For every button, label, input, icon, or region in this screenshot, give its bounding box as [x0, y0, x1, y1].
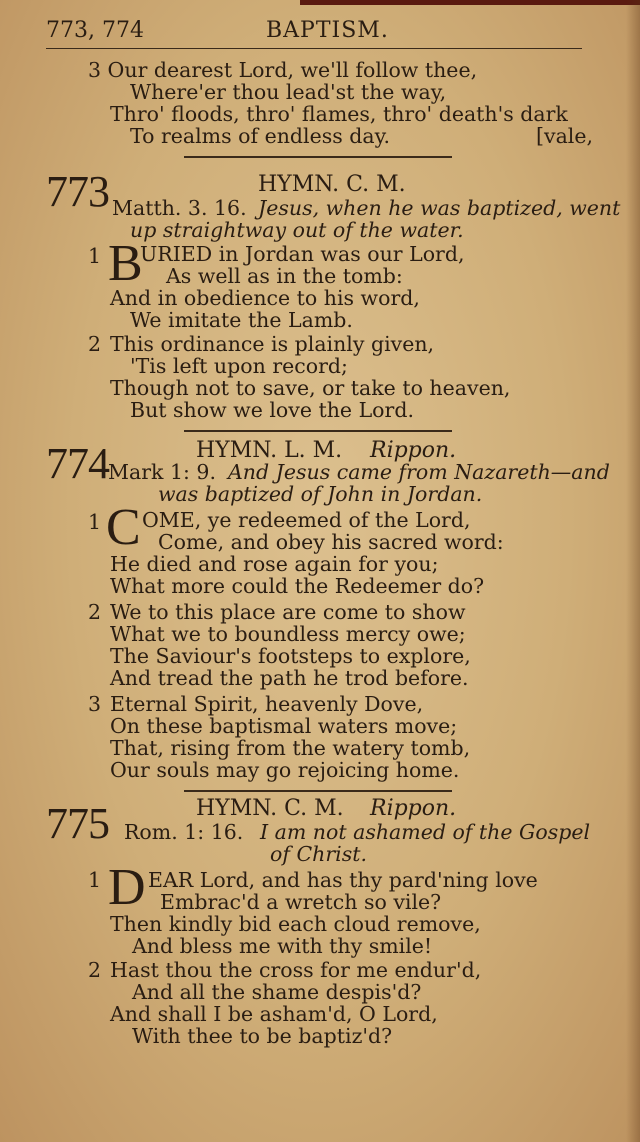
hymn775-verse2-number: 2: [88, 958, 102, 982]
hymn773-v2-line2: 'Tis left upon record;: [130, 354, 348, 378]
hymn775-v2-line2: And all the shame despis'd?: [132, 980, 422, 1004]
hymn774-v3-line4: Our souls may go rejoicing home.: [110, 758, 460, 782]
hymn-number-774: 774: [46, 439, 109, 488]
hymn774-v3-line2: On these baptismal waters move;: [110, 714, 458, 738]
hymn-number-775: 775: [46, 799, 109, 848]
hymn775-scripture-text2: of Christ.: [270, 842, 367, 866]
running-hymn-numbers: 773, 774: [46, 18, 144, 43]
hymn773-scripture-text1: Jesus, when he was baptized, went: [258, 196, 621, 220]
hymn775-v2-line3: And shall I be asham'd, O Lord,: [110, 1002, 438, 1026]
page-edge-shadow: [626, 0, 640, 1142]
hymn775-heading: HYMN. C. M.: [196, 796, 344, 821]
hymn775-v1-line3: Then kindly bid each cloud remove,: [110, 912, 481, 936]
page-top-edge: [300, 0, 640, 5]
hymn775-v2-line4: With thee to be baptiz'd?: [132, 1024, 393, 1048]
hymn774-v2-line3: The Saviour's footsteps to explore,: [110, 644, 471, 668]
prev-verse3-turnover: [vale,: [536, 124, 594, 148]
hymn773-verse2-number: 2: [88, 332, 102, 356]
hymn774-scripture-text1: And Jesus came from Nazareth—and: [228, 460, 610, 484]
hymn773-v1-line2: As well as in the tomb:: [166, 264, 403, 288]
hymn774-v2-line2: What we to boundless mercy owe;: [110, 622, 466, 646]
hymn-number-773: 773: [46, 167, 109, 216]
running-title: BAPTISM.: [266, 18, 389, 43]
hymn773-heading: HYMN. C. M.: [258, 172, 406, 197]
hymn774-v1-line1: OME, ye redeemed of the Lord,: [142, 508, 471, 532]
hymn773-v1-line4: We imitate the Lamb.: [130, 308, 353, 332]
hymn774-verse3-number: 3: [88, 692, 102, 716]
hymn774-v2-line1: We to this place are come to show: [110, 600, 466, 624]
prev-verse3-line4: To realms of endless day.: [130, 124, 390, 148]
prev-verse3-line2: Where'er thou lead'st the way,: [130, 80, 447, 104]
hymn773-v2-line1: This ordinance is plainly given,: [110, 332, 435, 356]
hymn774-scripture-ref: Mark 1: 9.: [108, 460, 216, 484]
hymn773-v1-line3: And in obedience to his word,: [110, 286, 420, 310]
hymn774-verse1-number: 1: [88, 510, 102, 534]
hymn775-v1-line1: EAR Lord, and has thy pard'ning love: [148, 868, 538, 892]
hymn775-scripture-text1: I am not ashamed of the Gospel: [260, 820, 591, 844]
hymn774-verse2-number: 2: [88, 600, 102, 624]
hymn774-v3-line3: That, rising from the watery tomb,: [110, 736, 471, 760]
hymn773-scripture-text2: up straightway out of the water.: [130, 218, 464, 242]
hymn774-author: Rippon.: [370, 438, 457, 463]
hymn-separator: [184, 156, 452, 158]
hymn774-v2-line4: And tread the path he trod before.: [110, 666, 469, 690]
hymn775-v1-line4: And bless me with thy smile!: [132, 934, 433, 958]
hymn-separator: [184, 790, 452, 792]
hymn775-scripture-ref: Rom. 1: 16.: [124, 820, 244, 844]
hymn775-v1-line2: Embrac'd a wretch so vile?: [160, 890, 442, 914]
hymn773-dropcap: B: [108, 235, 143, 292]
prev-verse3-line1: 3 Our dearest Lord, we'll follow thee,: [88, 58, 478, 82]
hymn773-v2-line4: But show we love the Lord.: [130, 398, 414, 422]
hymn773-v2-line3: Though not to save, or take to heaven,: [110, 376, 511, 400]
hymn-separator: [184, 430, 452, 432]
hymn774-v1-line4: What more could the Redeemer do?: [110, 574, 485, 598]
prev-verse3-line3: Thro' floods, thro' flames, thro' death's dark: [110, 102, 568, 126]
hymn775-author: Rippon.: [370, 796, 457, 821]
hymn773-v1-line1: URIED in Jordan was our Lord,: [140, 242, 465, 266]
header-rule: [46, 48, 582, 49]
hymn775-dropcap: D: [108, 859, 146, 916]
hymn774-heading: HYMN. L. M.: [196, 438, 343, 463]
hymn774-v1-line3: He died and rose again for you;: [110, 552, 439, 576]
hymn773-scripture-ref: Matth. 3. 16.: [112, 196, 247, 220]
hymn774-dropcap: C: [106, 499, 141, 556]
hymn774-scripture-text2: was baptized of John in Jordan.: [158, 482, 483, 506]
hymn773-verse1-number: 1: [88, 244, 102, 268]
hymn775-v2-line1: Hast thou the cross for me endur'd,: [110, 958, 482, 982]
hymn774-v1-line2: Come, and obey his sacred word:: [158, 530, 504, 554]
hymn774-v3-line1: Eternal Spirit, heavenly Dove,: [110, 692, 424, 716]
hymn775-verse1-number: 1: [88, 868, 102, 892]
